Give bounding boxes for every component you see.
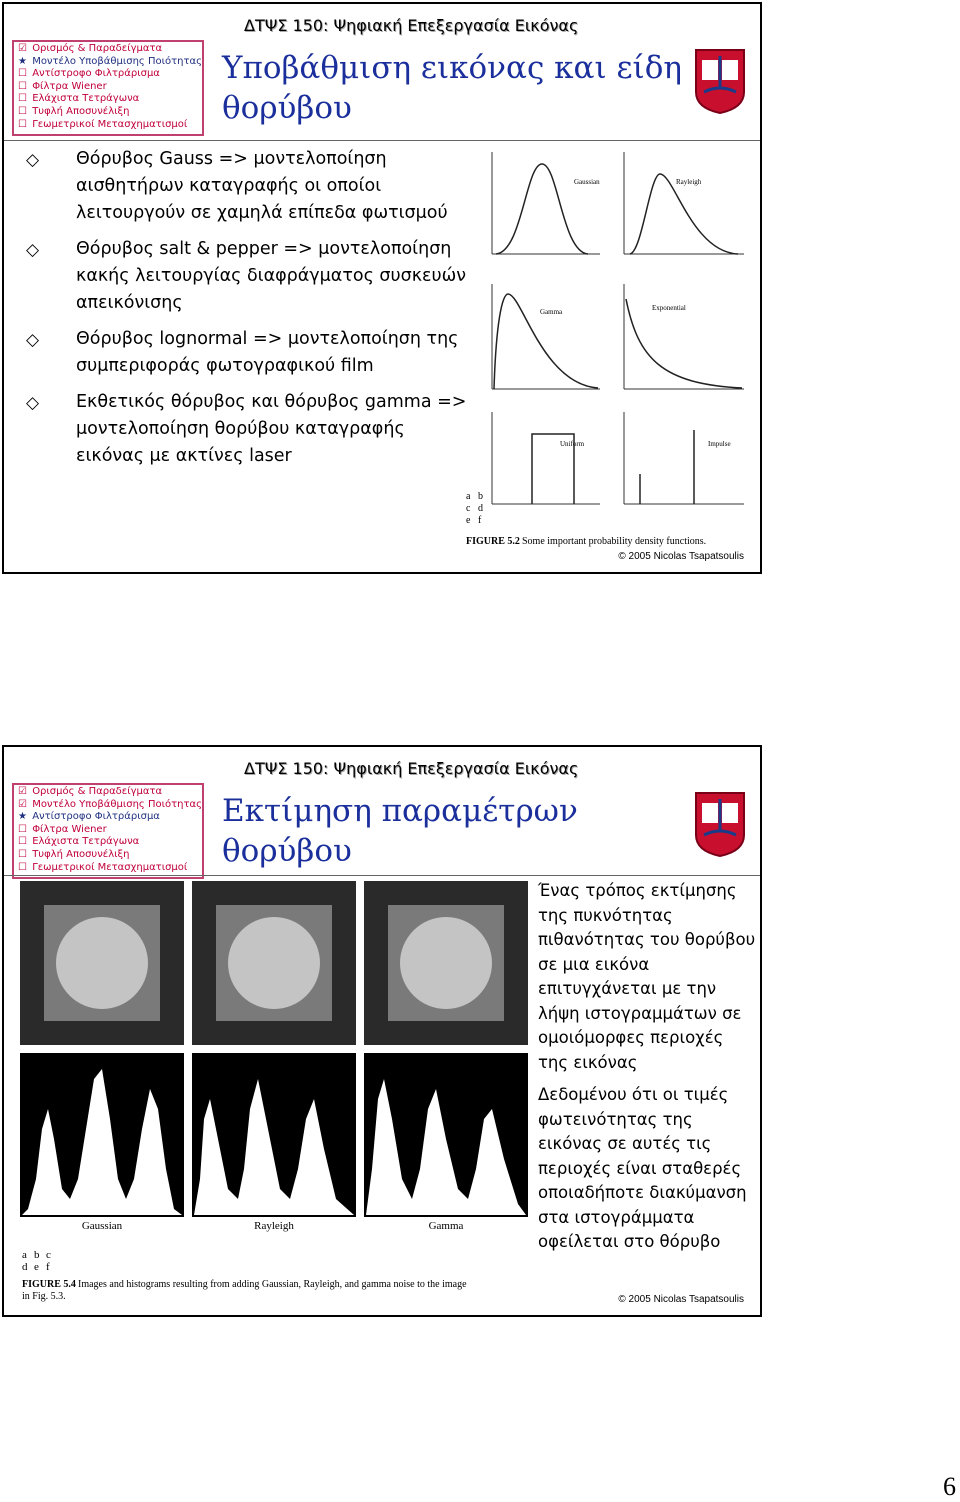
- svg-text:d: d: [478, 503, 483, 514]
- explanation-text: [538, 879, 756, 1263]
- noise-histogram-figure: [18, 879, 528, 1305]
- copyright: © 2005 Nicolas Tsapatsoulis: [618, 1294, 744, 1305]
- nav-box: [12, 783, 204, 879]
- svg-text:e: e: [34, 1261, 39, 1273]
- nav-item: ☐ Φίλτρα Wiener: [18, 80, 107, 92]
- course-header: ΔΤΨΣ 150: Ψηφιακή Επεξεργασία Εικόνας: [244, 16, 579, 35]
- nav-item: ☐ Φίλτρα Wiener: [18, 823, 107, 835]
- svg-text:a: a: [466, 491, 471, 502]
- figure-grid-labels: [466, 491, 483, 526]
- histogram-rayleigh: [192, 1053, 356, 1232]
- header-divider: [4, 140, 760, 141]
- nav-item: ☐ Τυφλή Αποσυνέλιξη: [18, 848, 130, 860]
- diamond-bullet-icon: ◇: [26, 240, 40, 260]
- slide-2: [2, 745, 762, 1317]
- panel-label: Impulse: [708, 440, 731, 448]
- svg-text:a: a: [22, 1249, 27, 1261]
- nav-box: [12, 40, 204, 136]
- noisy-image-gaussian: [20, 881, 184, 1045]
- paragraph: Δεδομένου ότι οι τιμές φωτεινότητας της εικόνας σε αυτές τις περιοχές είναι σταθερές οποιαδήποτε διακύμανση στα ιστογράμματα οφείλεται στο θόρυβο: [538, 1085, 747, 1251]
- nav-item: ☐ Γεωμετρικοί Μετασχηματισμοί: [18, 861, 188, 873]
- nav-item: ☑ Ορισμός & Παραδείγματα: [18, 43, 163, 54]
- page-number: 6: [943, 1472, 956, 1501]
- pdf-panel-impulse: [624, 412, 744, 504]
- svg-text:b: b: [478, 491, 483, 502]
- panel-label: Rayleigh: [676, 178, 702, 186]
- svg-text:f: f: [46, 1261, 50, 1273]
- slide-1: [2, 2, 762, 574]
- diamond-bullet-icon: ◇: [26, 330, 40, 350]
- slide-title: Υποβάθμιση εικόνας και είδη θορύβου: [222, 50, 682, 126]
- panel-label: Gaussian: [81, 1220, 123, 1232]
- svg-text:e: e: [466, 515, 471, 526]
- noisy-image-rayleigh: [192, 881, 356, 1045]
- svg-text:b: b: [34, 1249, 40, 1261]
- histogram-gaussian: [20, 1053, 184, 1232]
- panel-label: Exponential: [652, 304, 686, 312]
- pdf-panel-gaussian: [492, 152, 600, 254]
- nav-item: ☐ Ελάχιστα Τετράγωνα: [18, 93, 140, 105]
- pdf-figure: [462, 144, 754, 552]
- svg-text:c: c: [466, 503, 471, 514]
- panel-label: Rayleigh: [254, 1220, 294, 1232]
- pdf-panel-rayleigh: [624, 152, 744, 254]
- svg-text:c: c: [46, 1249, 51, 1261]
- university-logo: [694, 791, 746, 857]
- nav-item: ☐ Τυφλή Αποσυνέλιξη: [18, 105, 130, 117]
- panel-label: Uniform: [560, 440, 585, 448]
- pdf-panel-exponential: [624, 284, 744, 389]
- slide-title: Εκτίμηση παραμέτρων θορύβου: [222, 793, 578, 869]
- paragraph: Ένας τρόπος εκτίμησης της πυκνότητας πιθανότητας του θορύβου σε μια εικόνα επιτυγχάνεται με την λήψη ιστογραμμάτων σε ομοιόμορφες περιοχές της εικόνας: [538, 881, 756, 1072]
- figure-caption-text: Some important probability density functions.: [522, 536, 707, 547]
- university-logo: [694, 48, 746, 114]
- panel-label: Gaussian: [574, 178, 600, 186]
- noisy-image-gamma: [364, 881, 528, 1045]
- bullet-item: ◇ Θόρυβος lognormal => μοντελοποίηση της συμπεριφοράς φωτογραφικού film: [26, 329, 459, 376]
- nav-item: ☐ Ελάχιστα Τετράγωνα: [18, 836, 140, 848]
- pdf-panel-uniform: [492, 412, 600, 504]
- nav-item: ☑ Μοντέλο Υποβάθμισης Ποιότητας: [18, 798, 202, 810]
- svg-text:d: d: [22, 1261, 28, 1273]
- header-divider: [4, 875, 760, 876]
- nav-item-current: ★ Αντίστροφο Φιλτράρισμα: [18, 811, 160, 823]
- figure-caption-label: FIGURE 5.2: [466, 536, 520, 547]
- figure-caption-label: FIGURE 5.4: [22, 1279, 76, 1290]
- nav-item: ☐ Γεωμετρικοί Μετασχηματισμοί: [18, 118, 188, 130]
- histogram-gamma: [364, 1053, 528, 1232]
- nav-item-current: ★ Μοντέλο Υποβάθμισης Ποιότητας: [18, 55, 202, 67]
- figure-grid-labels: [22, 1249, 51, 1273]
- nav-item: ☑ Ορισμός & Παραδείγματα: [18, 786, 163, 797]
- bullet-item: ◇ Θόρυβος Gauss => μοντελοποίηση αισθητήρων καταγραφής οι οποίοι λειτουργούν σε χαμηλά επίπεδα φωτισμού: [26, 149, 448, 223]
- bullet-item: ◇ Εκθετικός θόρυβος και θόρυβος gamma => μοντελοποίηση θορύβου καταγραφής εικόνας με ακτίνες laser: [26, 392, 467, 466]
- bullet-list: [18, 146, 468, 479]
- diamond-bullet-icon: ◇: [26, 393, 40, 413]
- svg-text:f: f: [478, 515, 482, 526]
- bullet-item: ◇ Θόρυβος salt & pepper => μοντελοποίηση κακής λειτουργίας διαφράγματος συσκευών απεικόνισης: [26, 239, 467, 313]
- course-header: ΔΤΨΣ 150: Ψηφιακή Επεξεργασία Εικόνας: [244, 759, 579, 778]
- panel-label: Gamma: [428, 1220, 464, 1232]
- panel-label: Gamma: [540, 308, 563, 316]
- copyright: © 2005 Nicolas Tsapatsoulis: [618, 551, 744, 562]
- figure-caption-text: Images and histograms resulting from adding Gaussian, Rayleigh, and gamma noise to the image: [78, 1279, 467, 1290]
- diamond-bullet-icon: ◇: [26, 150, 40, 170]
- figure-caption-text-2: in Fig. 5.3.: [22, 1291, 66, 1302]
- nav-item: ☐ Αντίστροφο Φιλτράρισμα: [18, 68, 160, 80]
- pdf-panel-gamma: [492, 284, 600, 389]
